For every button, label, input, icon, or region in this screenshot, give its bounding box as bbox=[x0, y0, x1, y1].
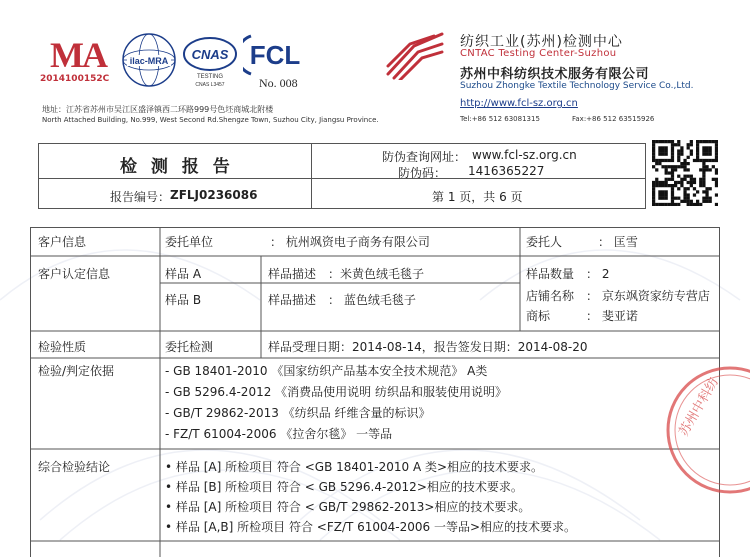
conclusion-item: • 样品 [B] 所检项目 符合 < GB 5296.4-2012>相应的技术要求。 bbox=[165, 478, 523, 495]
report-number-label: 报告编号： bbox=[110, 188, 170, 205]
brand: ： 斐亚诺 bbox=[586, 307, 638, 324]
fcl-logo bbox=[243, 34, 305, 76]
cnas-logo-text: CNAS bbox=[192, 47, 229, 62]
cma-logo bbox=[38, 36, 118, 72]
inspection-dates: 样品受理日期：2014-08-14，报告签发日期：2014-08-20 bbox=[268, 338, 587, 355]
conclusion-item: • 样品 [A] 所检项目 符合 <GB 18401-2010 A 类>相应的技术要求。 bbox=[165, 458, 543, 475]
conclusion-item: • 样品 [A] 所检项目 符合 < GB/T 29862-2013>相应的技术要求。 bbox=[165, 498, 530, 515]
address-en: North Attached Building, No.999, West Second Rd.Shengze Town, Suzhou City, Jiangsu Province. bbox=[42, 116, 379, 124]
cnas-sub-text: TESTING bbox=[197, 74, 223, 80]
testing-center-name-cn: 纺织工业(苏州)检测中心 bbox=[460, 31, 623, 51]
testing-center-logo bbox=[384, 30, 446, 80]
verify-url-label: 防伪查询网址： bbox=[382, 148, 466, 165]
ilac-mra-logo bbox=[121, 32, 177, 88]
address-cn: 地址：江苏省苏州市吴江区盛泽镇西二环路999号色坯商城北附楼 bbox=[42, 104, 273, 115]
entrust-unit-label: 委托单位 bbox=[165, 233, 213, 250]
anti-fake-code-label: 防伪码： bbox=[398, 164, 446, 181]
sample-a-label: 样品 A bbox=[165, 265, 201, 282]
cma-logo-text: MA bbox=[50, 36, 108, 72]
entrusted-person-label: 委托人 bbox=[526, 233, 562, 250]
entrust-unit: ： 杭州飒资电子商务有限公司 bbox=[270, 233, 430, 250]
sample-a-desc-label: 样品描述 bbox=[268, 265, 316, 282]
qr-code bbox=[652, 140, 718, 206]
basis-item: - GB 18401-2010 《国家纺织产品基本安全技术规范》 A类 bbox=[165, 362, 487, 379]
cma-code: 2014100152C bbox=[40, 74, 109, 84]
basis-item: - GB/T 29862-2013 《纺织品 纤维含量的标识》 bbox=[165, 404, 431, 421]
basis-label: 检验/判定依据 bbox=[38, 362, 114, 379]
sample-b-label: 样品 B bbox=[165, 291, 201, 308]
fcl-logo-text: FCL bbox=[250, 40, 301, 70]
inspection-type: 委托检测 bbox=[165, 338, 213, 355]
ilac-logo-text: ilac-MRA bbox=[130, 56, 169, 66]
client-info-label: 客户信息 bbox=[38, 233, 86, 250]
cnas-license: CNAS L3457 bbox=[195, 82, 224, 88]
shop-name-label: 店铺名称 bbox=[526, 287, 574, 304]
verify-url[interactable]: www.fcl-sz.org.cn bbox=[472, 148, 577, 162]
sample-a-desc: ：米黄色绒毛毯子 bbox=[328, 265, 424, 282]
sample-qty-label: 样品数量 bbox=[526, 265, 574, 282]
basis-item: - GB 5296.4-2012 《消费品使用说明 纺织品和服装使用说明》 bbox=[165, 383, 507, 400]
sample-qty: ： 2 bbox=[586, 265, 609, 282]
fcl-number: No. 008 bbox=[259, 76, 298, 91]
stamp-text: 苏州中科纺 bbox=[676, 375, 722, 439]
conclusion-item: • 样品 [A,B] 所检项目 符合 <FZ/T 61004-2006 一等品>相应的技术要求。 bbox=[165, 518, 576, 535]
report-title: 检 测 报 告 bbox=[120, 152, 234, 177]
telephone: Tel:+86 512 63081315 bbox=[460, 115, 540, 123]
cnas-logo bbox=[181, 32, 239, 90]
fax: Fax:+86 512 63515926 bbox=[572, 115, 654, 123]
inspection-nature-label: 检验性质 bbox=[38, 338, 86, 355]
conclusion-label: 综合检验结论 bbox=[38, 458, 110, 475]
client-confirm-label: 客户认定信息 bbox=[38, 265, 110, 282]
report-number: ZFLJ0236086 bbox=[170, 188, 257, 202]
website-link[interactable]: http://www.fcl-sz.org.cn bbox=[460, 98, 578, 109]
sample-b-desc: ： 蓝色绒毛毯子 bbox=[328, 291, 416, 308]
sample-b-desc-label: 样品描述 bbox=[268, 291, 316, 308]
page-indicator: 第 1 页，共 6 页 bbox=[432, 188, 523, 205]
company-name-cn: 苏州中科纺织技术服务有限公司 bbox=[460, 63, 649, 82]
shop-name: ： 京东飒资家纺专营店 bbox=[586, 287, 710, 304]
entrusted-person: ： 匡雪 bbox=[598, 233, 638, 250]
testing-center-name-en: CNTAC Testing Center-Suzhou bbox=[460, 48, 616, 59]
anti-fake-code: 1416365227 bbox=[468, 164, 544, 178]
brand-label: 商标 bbox=[526, 307, 550, 324]
official-stamp bbox=[660, 360, 750, 500]
basis-item: - FZ/T 61004-2006 《拉舍尔毯》 一等品 bbox=[165, 425, 392, 442]
company-name-en: Suzhou Zhongke Textile Technology Service Co.,Ltd. bbox=[460, 81, 693, 91]
